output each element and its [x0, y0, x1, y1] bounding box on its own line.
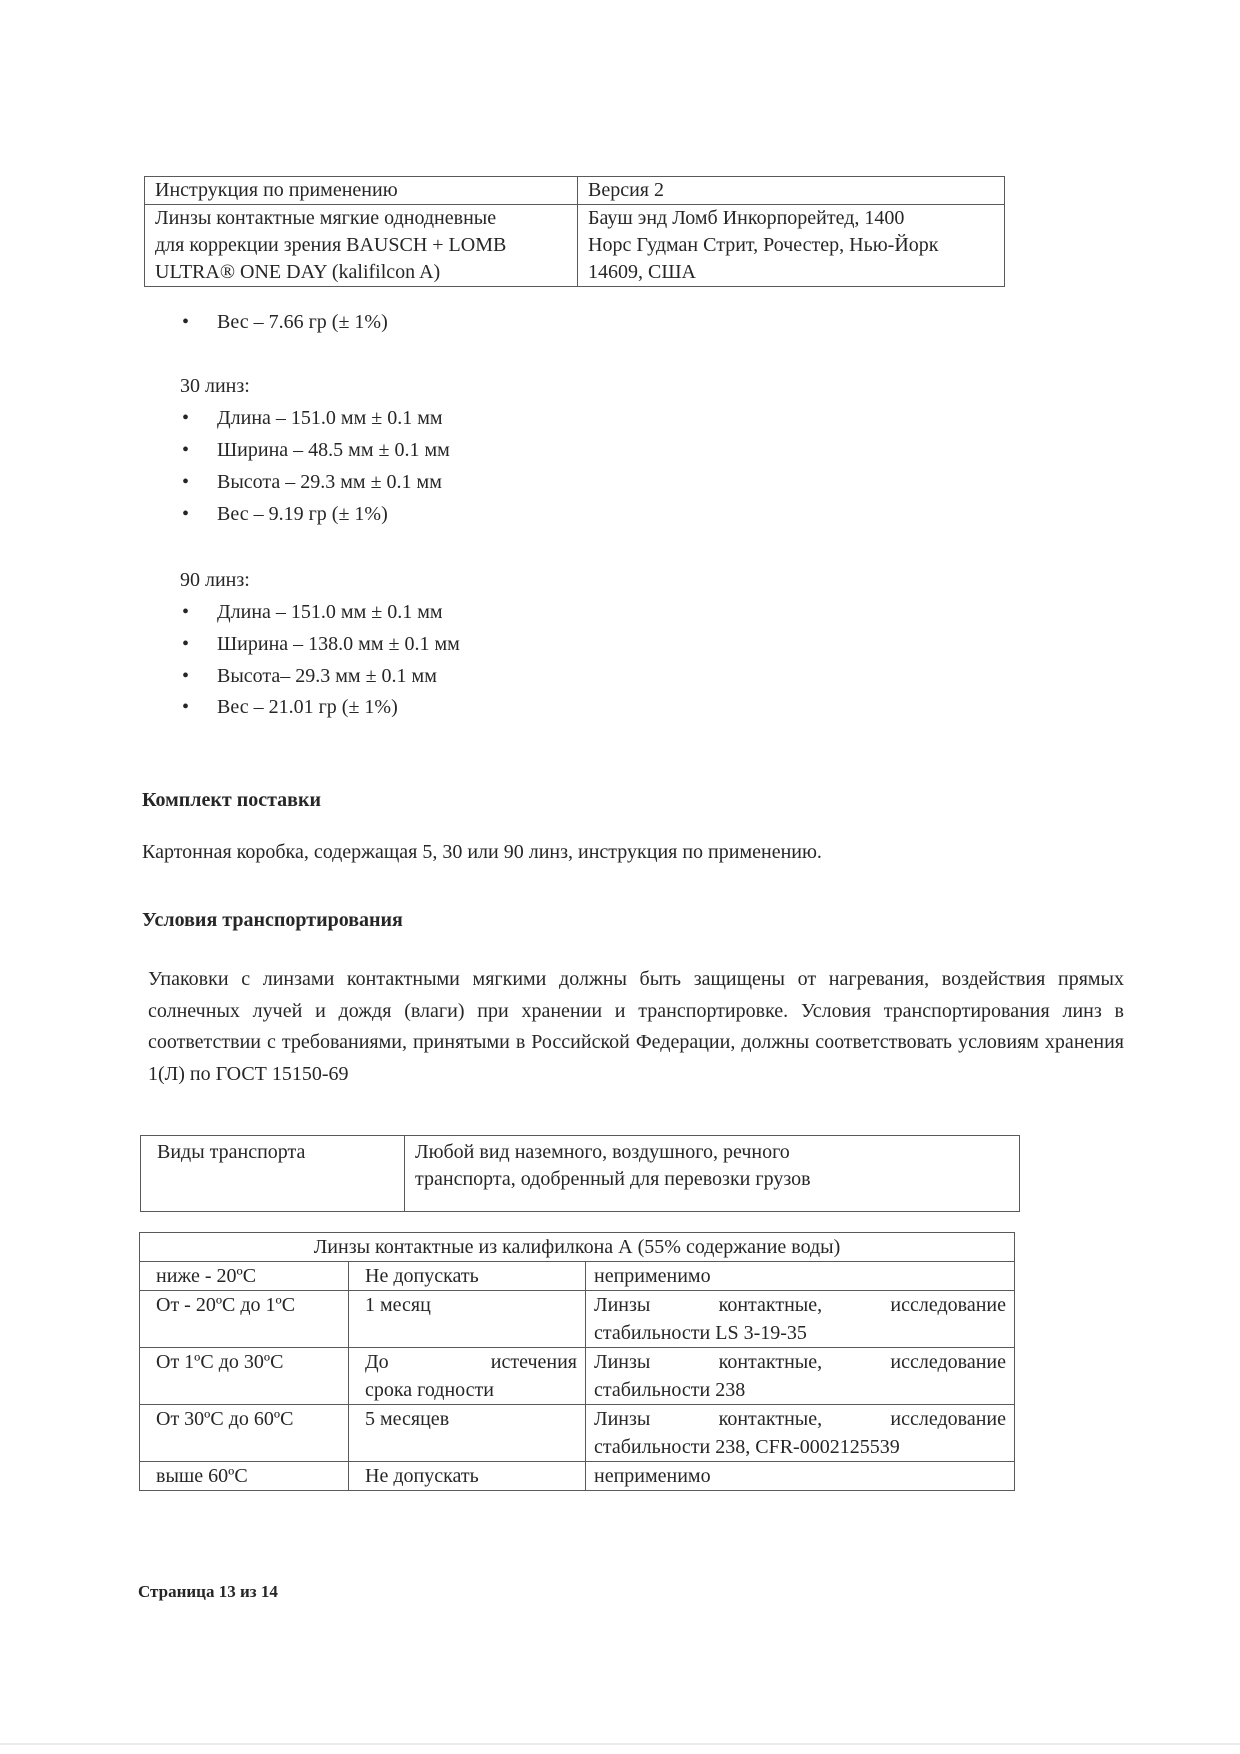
storage-source: неприменимо	[586, 1262, 1015, 1291]
product-line: ULTRA® ONE DAY (kalifilcon A)	[155, 261, 441, 283]
list-item: Высота– 29.3 мм ± 0.1 мм	[217, 665, 437, 687]
storage-duration: 1 месяц	[349, 1291, 586, 1348]
list-item: Ширина – 138.0 мм ± 0.1 мм	[217, 633, 460, 655]
page-number: Страница 13 из 14	[138, 1582, 278, 1601]
temp-range: От 1ºC до 30ºC	[140, 1348, 349, 1405]
storage-conditions-table	[139, 1232, 1015, 1491]
pack-30-label: 30 линз:	[180, 375, 250, 397]
delivery-text: Картонная коробка, содержащая 5, 30 или 90 линз, инструкция по применению.	[142, 841, 822, 863]
manufacturer-line: 14609, США	[588, 261, 696, 283]
header-product-name	[145, 205, 578, 287]
bullet-icon: •	[182, 503, 190, 525]
storage-source: Линзы контактные, исследование стабильности 238	[586, 1348, 1015, 1405]
storage-source: неприменимо	[586, 1462, 1015, 1491]
transport-paragraph: Упаковки с линзами контактными мягкими должны быть защищены от нагревания, воздействия прямых солнечных лучей и дождя (влаги) при хранении и транспортировке. Условия транспортирования линз в соответствии с требованиями, принятыми в Российской Федерации, должны соответствовать условиям хранения 1(Л) по ГОСТ 15150-69	[148, 968, 1124, 1086]
transport-value-line: Любой вид наземного, воздушного, речного	[415, 1141, 790, 1163]
storage-source: Линзы контактные, исследование стабильности LS 3-19-35	[586, 1291, 1015, 1348]
temp-range: От 30ºC до 60ºC	[140, 1405, 349, 1462]
list-item: Вес – 9.19 гр (± 1%)	[217, 503, 388, 525]
transport-value-line: транспорта, одобренный для перевозки грузов	[415, 1168, 811, 1190]
bullet-icon: •	[182, 439, 190, 461]
manufacturer-line: Бауш энд Ломб Инкорпорейтед, 1400	[588, 207, 905, 229]
bullet-icon: •	[182, 407, 190, 429]
transport-types-table	[140, 1135, 1020, 1212]
storage-duration: Не допускать	[349, 1262, 586, 1291]
header-manufacturer	[578, 205, 1005, 287]
delivery-heading: Комплект поставки	[142, 789, 322, 811]
manufacturer-line: Норс Гудман Стрит, Рочестер, Нью-Йорк	[588, 234, 939, 256]
document-header-table	[144, 176, 1005, 287]
list-item: Длина – 151.0 мм ± 0.1 мм	[217, 601, 443, 623]
table-row	[140, 1405, 1015, 1462]
pack-90-label: 90 линз:	[180, 569, 250, 591]
list-item: Вес – 7.66 гр (± 1%)	[217, 311, 388, 333]
scan-edge-divider	[0, 1743, 1240, 1745]
temp-range: ниже - 20ºC	[140, 1262, 349, 1291]
storage-duration: 5 месяцев	[349, 1405, 586, 1462]
table-row	[140, 1462, 1015, 1491]
temp-range: От - 20ºC до 1ºC	[140, 1291, 349, 1348]
product-line: для коррекции зрения BAUSCH + LOMB	[155, 234, 507, 256]
bullet-icon: •	[182, 665, 190, 687]
bullet-icon: •	[182, 601, 190, 623]
transport-types-label: Виды транспорта	[141, 1136, 405, 1212]
storage-duration: Не допускать	[349, 1462, 586, 1491]
bullet-icon: •	[182, 311, 190, 333]
bullet-icon: •	[182, 471, 190, 493]
storage-duration: До истечения срока годности	[349, 1348, 586, 1405]
product-line: Линзы контактные мягкие однодневные	[155, 207, 497, 229]
list-item: Длина – 151.0 мм ± 0.1 мм	[217, 407, 443, 429]
table-row	[140, 1291, 1015, 1348]
bullet-icon: •	[182, 633, 190, 655]
storage-source: Линзы контактные, исследование стабильности 238, CFR-0002125539	[586, 1405, 1015, 1462]
header-version: Версия 2	[578, 177, 1005, 205]
list-item: Вес – 21.01 гр (± 1%)	[217, 696, 398, 718]
list-item: Высота – 29.3 мм ± 0.1 мм	[217, 471, 442, 493]
header-doc-type: Инструкция по применению	[145, 177, 578, 205]
table-row	[140, 1262, 1015, 1291]
transport-types-value	[405, 1136, 1020, 1212]
storage-table-title: Линзы контактные из калифилкона А (55% содержание воды)	[140, 1233, 1015, 1262]
bullet-icon: •	[182, 696, 190, 718]
temp-range: выше 60ºC	[140, 1462, 349, 1491]
transport-heading: Условия транспортирования	[142, 909, 403, 931]
table-row	[140, 1348, 1015, 1405]
list-item: Ширина – 48.5 мм ± 0.1 мм	[217, 439, 450, 461]
